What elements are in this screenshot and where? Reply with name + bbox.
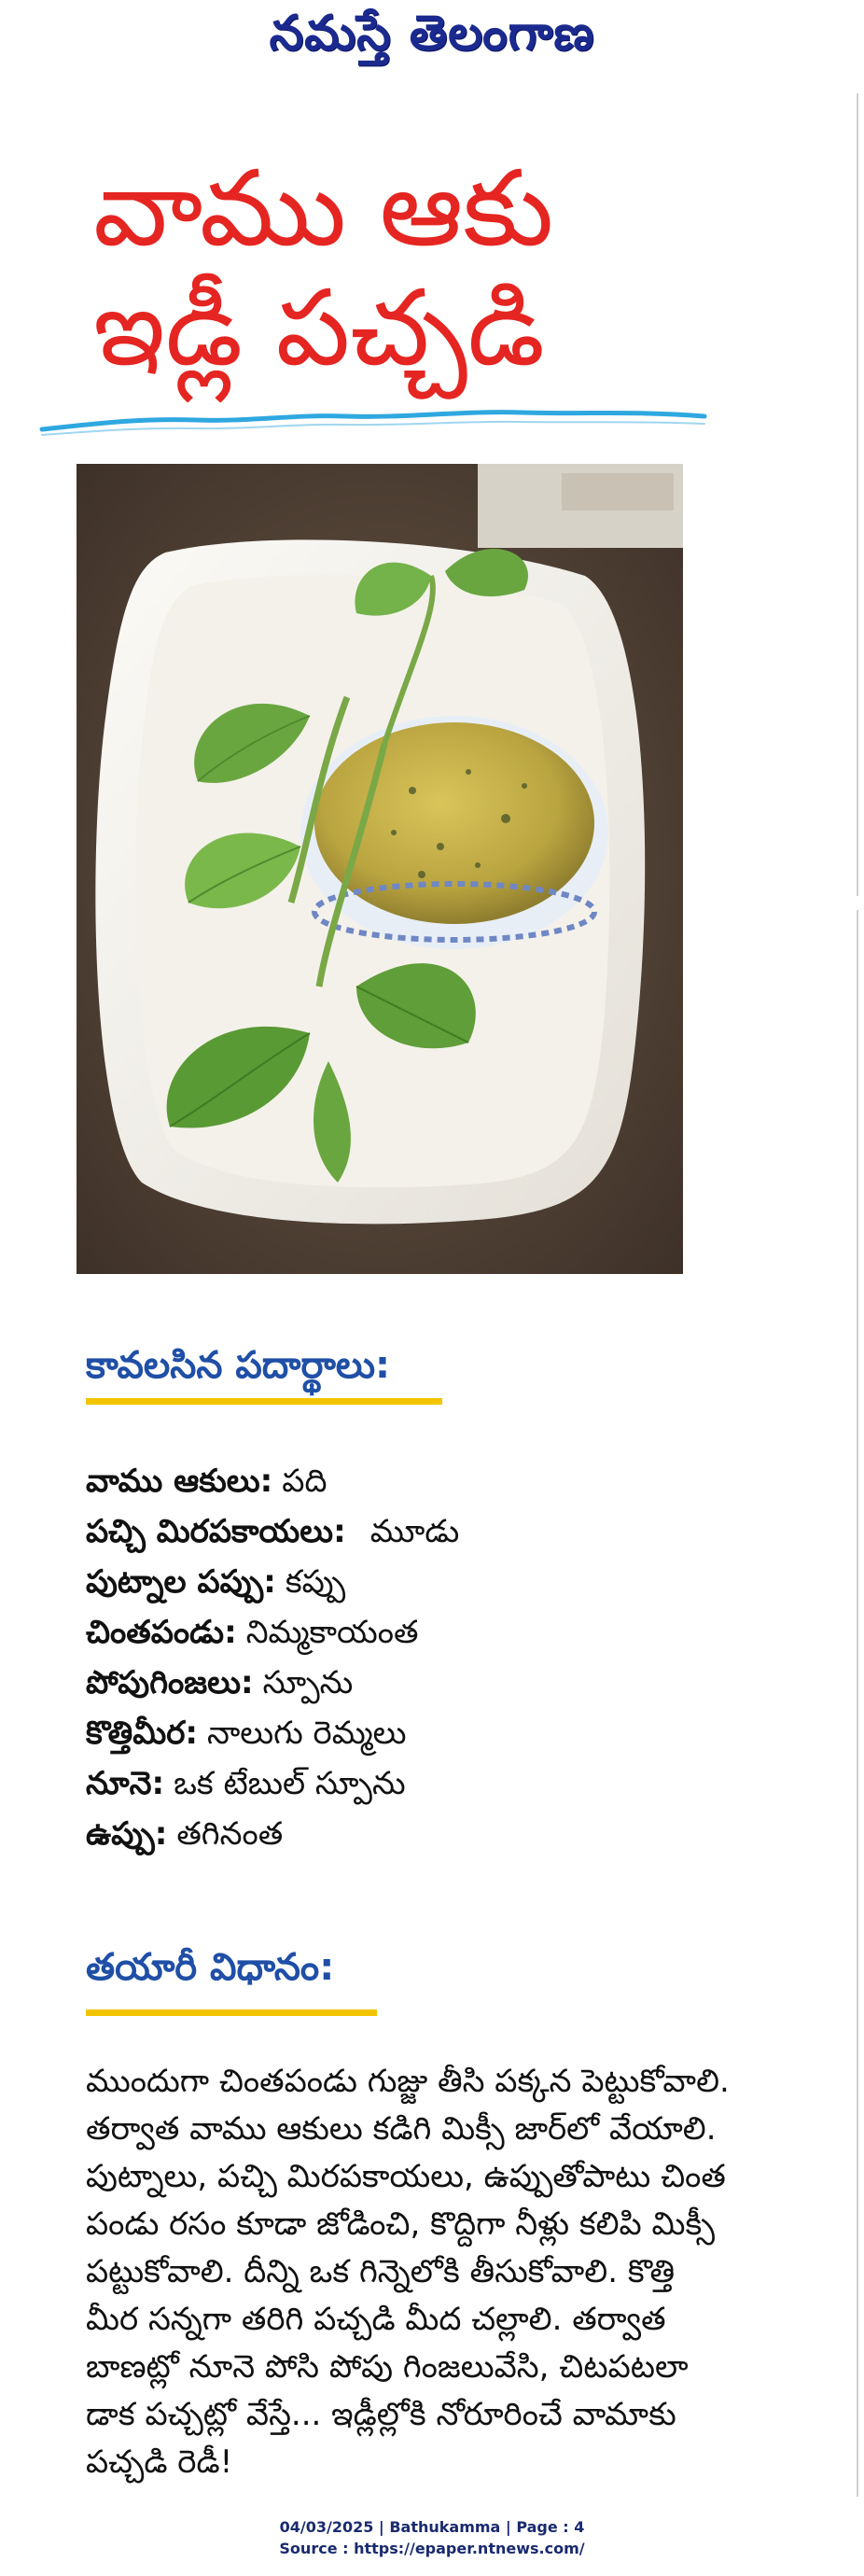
list-item: ఉప్పు: తగినంత — [86, 1815, 284, 1853]
newspaper-logo: నమస్తే తెలంగాణ — [269, 6, 595, 62]
page-edge-line — [857, 93, 858, 896]
headline-line-1: వాము ఆకు — [93, 148, 554, 270]
list-item: పోపుగింజలు: స్పూను — [86, 1664, 354, 1701]
paragraph-line: పుట్నాలు, పచ్చి మిరపకాయలు, ఉప్పుతోపాటు చింత — [86, 2158, 726, 2195]
ingredients-heading: కావలసిన పదార్థాలు: — [86, 1344, 391, 1387]
list-item: చింతపండు: నిమ్మకాయంత — [86, 1614, 419, 1651]
paragraph-line: మీర సన్నగా తరిగి పచ్చడి మీద చల్లాలి. తర్వాత — [86, 2301, 666, 2338]
method-heading: తయారీ విధానం: — [86, 1946, 335, 1989]
paragraph-line: డాక పచ్చట్లో వేస్తే... ఇడ్లీల్లోకి నోరూరించే వామాకు — [86, 2396, 676, 2433]
list-item: పచ్చి మిరపకాయలు: మూడు — [86, 1513, 460, 1550]
list-item: పుట్నాల పప్పు: కప్పు — [86, 1563, 346, 1601]
article-headline — [93, 149, 746, 388]
headline-line-2: ఇడ్లీ పచ్చడి — [93, 268, 545, 389]
paragraph-line: పండు రసం కూడా జోడించి, కొద్దిగా నీళ్లు కలిపి మిక్సీ — [86, 2205, 716, 2243]
wave-divider-icon — [37, 392, 709, 448]
list-item: కొత్తిమీర: నాలుగు రెమ్మలు — [86, 1715, 407, 1752]
list-item: నూనె: ఒక టేబుల్ స్పూను — [86, 1765, 406, 1802]
footer-date-line: 04/03/2025 | Bathukamma | Page : 4 — [279, 2518, 585, 2536]
page-edge-line — [857, 910, 858, 2497]
method-paragraph — [86, 2058, 814, 2486]
chutney-photo — [77, 464, 683, 1274]
paragraph-line: ముందుగా చింతపండు గుజ్జు తీసి పక్కన పెట్టుకోవాలి. — [86, 2063, 730, 2100]
page-footer — [0, 2516, 864, 2559]
paragraph-line: బాణట్లో నూనె పోసి పోపు గింజలువేసి, చిటపటలా — [86, 2348, 689, 2386]
paragraph-line: పట్టుకోవాలి. దీన్ని ఒక గిన్నెలోకి తీసుకోవాలి. కొత్తి — [86, 2253, 676, 2290]
paragraph-line: పచ్చడి రెడీ! — [86, 2443, 233, 2481]
footer-source-link[interactable]: Source : https://epaper.ntnews.com/ — [279, 2540, 585, 2557]
paragraph-line: తర్వాత వాము ఆకులు కడిగి మిక్సీ జార్‌లో వేయాలి. — [86, 2110, 717, 2148]
masthead — [0, 0, 864, 75]
method-heading-underline — [86, 2009, 377, 2016]
ingredients-list — [86, 1456, 814, 1859]
ingredients-heading-underline — [86, 1398, 442, 1405]
list-item: వాము ఆకులు: పది — [86, 1463, 327, 1500]
